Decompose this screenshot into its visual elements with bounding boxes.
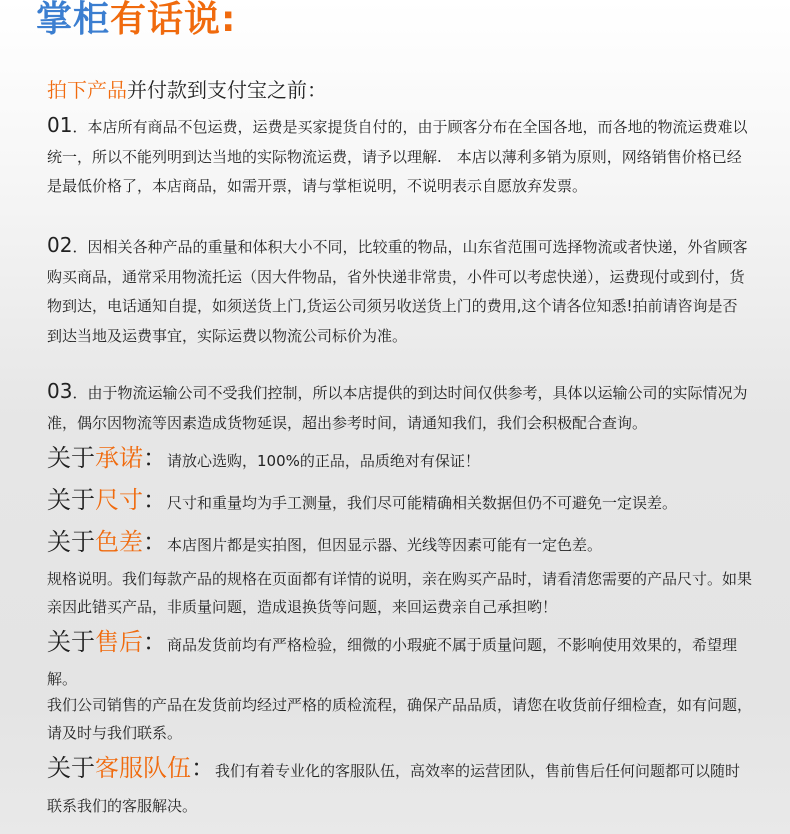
- section-heading-highlight: 拍下产品: [47, 78, 127, 102]
- topic-prefix: 关于: [47, 444, 95, 472]
- notice-number: 02: [47, 233, 73, 257]
- topic-keyword: 客服队伍: [95, 754, 191, 782]
- topic-after-sale: [47, 625, 752, 696]
- title-part-blue: 掌柜: [36, 0, 111, 40]
- notice-item-03: [47, 377, 752, 438]
- notice-text: ．本店所有商品不包运费，运费是买家提货自付的，由于顾客分布在全国各地，而各地的物流运费难以统一，所以不能列明到达当地的实际物流运费，请予以理解. 本店以薄利多销为原则，网络销售价格已经是最低价格了，本店商品，如需开票，请与掌柜说明，不说明表示自愿放弃发票。: [47, 118, 748, 195]
- topic-text: 尺寸和重量均为手工测量，我们尽可能精确相关数据但仍不可避免一定误差。: [167, 494, 678, 512]
- spec-note: 规格说明。我们每款产品的规格在页面都有详情的说明，亲在购买产品时，请看清您需要的产品尺寸。如果亲因此错买产品，非质量问题，造成退换货等问题，来回运费亲自己承担哟！: [47, 570, 753, 616]
- topic-text: 我们有着专业化的客服队伍，高效率的运营团队，售前售后任何问题都可以随时联系我们的客服解决。: [47, 762, 741, 815]
- section-heading: [47, 76, 327, 104]
- topic-keyword: 售后: [95, 628, 143, 656]
- topic-colon: ：: [143, 444, 167, 472]
- topic-prefix: 关于: [47, 528, 95, 556]
- notice-number: 01: [47, 113, 73, 137]
- section-heading-rest: 并付款到支付宝之前：: [127, 78, 327, 102]
- topic-colon: ：: [143, 528, 167, 556]
- topic-colon: ：: [191, 754, 215, 782]
- quality-note: 我们公司销售的产品在发货前均经过严格的质检流程，确保产品品质，请您在收货前仔细检查，如有问题，请及时与我们联系。: [47, 696, 753, 742]
- notice-item-01: [47, 111, 752, 202]
- notice-text: ．由于物流运输公司不受我们控制，所以本店提供的到达时间仅供参考，具体以运输公司的实际情况为准，偶尔因物流等因素造成货物延误，超出参考时间，请通知我们，我们会积极配合查询。: [47, 384, 748, 432]
- topic-prefix: 关于: [47, 754, 95, 782]
- page-title: [36, 0, 236, 40]
- topic-prefix: 关于: [47, 486, 95, 514]
- topic-text: 本店图片都是实拍图，但因显示器、光线等因素可能有一定色差。: [167, 536, 603, 554]
- topic-text: 商品发货前均有严格检验，细微的小瑕疵不属于质量问题，不影响使用效果的，希望理解。: [47, 636, 738, 688]
- topic-size: [47, 484, 752, 520]
- topic-keyword: 尺寸: [95, 486, 143, 514]
- topic-promise: [47, 442, 752, 478]
- notice-item-02: [47, 231, 752, 351]
- title-part-orange: 有话说:: [110, 0, 237, 40]
- topic-colon: ：: [143, 486, 167, 514]
- topic-keyword: 承诺: [95, 444, 143, 472]
- topic-color: [47, 526, 752, 562]
- topic-text: 请放心选购，100%的正品，品质绝对有保证！: [167, 452, 480, 470]
- topic-prefix: 关于: [47, 628, 95, 656]
- topic-keyword: 色差: [95, 528, 143, 556]
- topic-service: [47, 751, 752, 824]
- notice-number: 03: [47, 379, 73, 403]
- topic-colon: ：: [143, 628, 167, 656]
- notice-text: ．因相关各种产品的重量和体积大小不同，比较重的物品，山东省范围可选择物流或者快递，外省顾客购买商品，通常采用物流托运（因大件物品，省外快递非常贵，小件可以考虑快递），运费现付或到付，货物到达，电话通知自提，如须送货上门,货运公司须另收送货上门的费用,这个请各位知悉!拍前请咨询是否到达当地及运费事宜，实际运费以物流公司标价为准。: [47, 238, 748, 345]
